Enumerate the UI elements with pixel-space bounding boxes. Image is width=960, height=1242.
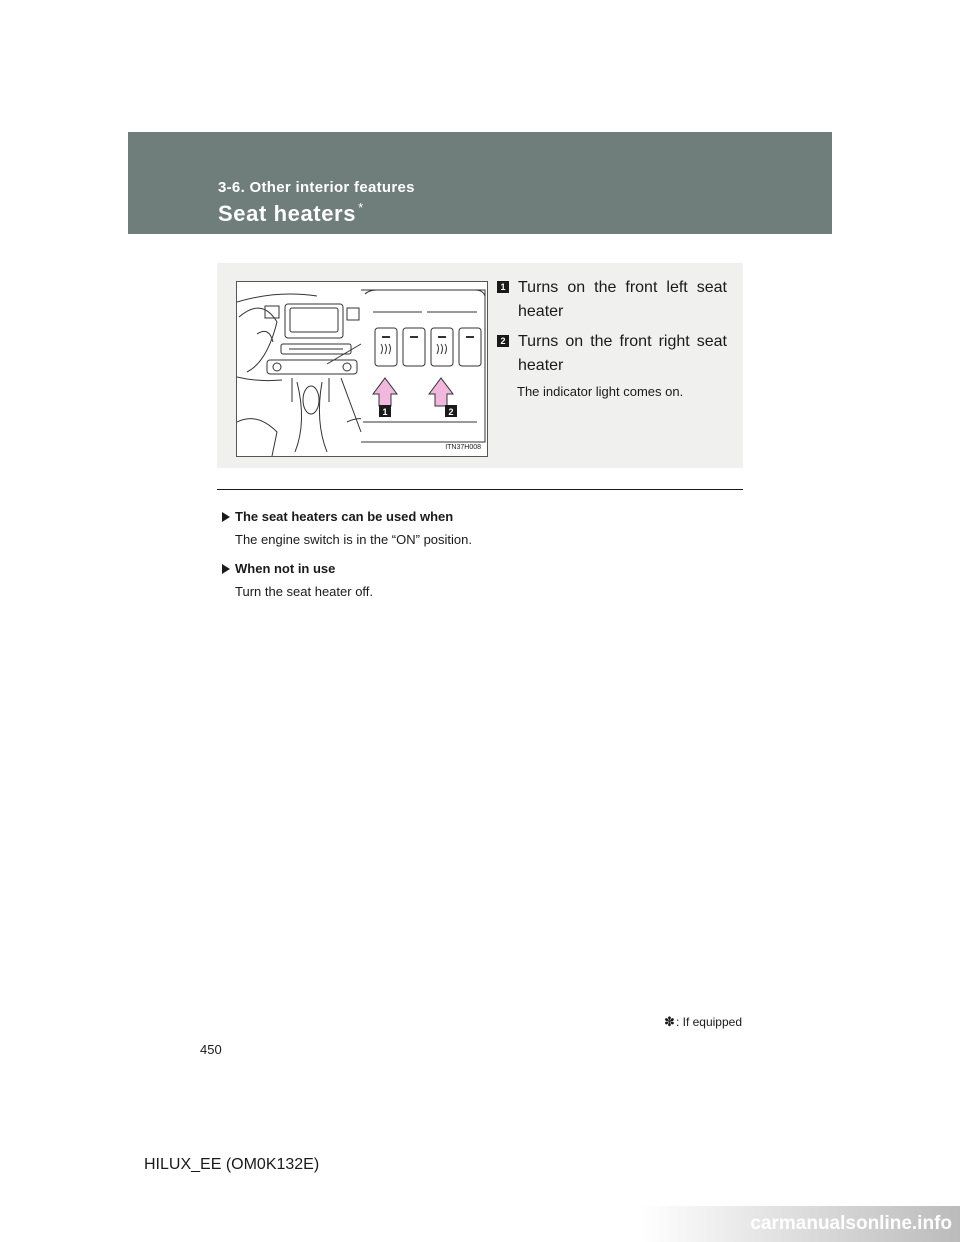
number-badge-2: 2	[497, 335, 509, 347]
document-code: HILUX_EE (OM0K132E)	[144, 1156, 320, 1173]
note-heading	[222, 561, 742, 577]
note-body: The engine switch is in the “ON” position.	[235, 532, 472, 547]
title-footnote-mark: *	[358, 200, 364, 215]
triangle-bullet-icon	[222, 512, 230, 522]
dashboard-illustration	[236, 281, 488, 457]
triangle-bullet-icon	[222, 564, 230, 574]
note-heading	[222, 509, 742, 525]
footnote-text: : If equipped	[675, 1015, 742, 1029]
page-number: 450	[200, 1042, 222, 1057]
callout-text-1: Turns on the front left seat heater	[518, 279, 727, 320]
asterisk-icon: ✽	[664, 1014, 675, 1029]
image-code: ITN37H008	[445, 444, 481, 451]
notes-section	[222, 509, 742, 613]
indicator-note: The indicator light comes on.	[517, 384, 684, 399]
note-body: Turn the seat heater off.	[235, 584, 374, 599]
callout-item	[497, 276, 727, 324]
callout-item	[497, 330, 727, 378]
callout-list	[497, 276, 727, 399]
footnote	[664, 1014, 742, 1030]
page-title	[218, 200, 364, 227]
section-label: 3-6. Other interior features	[218, 179, 415, 196]
callout-text-2: Turns on the front right seat heater	[518, 333, 727, 374]
note-heading-text: When not in use	[235, 561, 336, 576]
title-text: Seat heaters	[218, 201, 357, 226]
watermark[interactable]: carmanualsonline.info	[640, 1206, 960, 1242]
section-divider	[217, 489, 743, 490]
svg-text:1: 1	[382, 407, 388, 417]
svg-text:2: 2	[448, 407, 454, 417]
number-badge-1: 1	[497, 281, 509, 293]
seat-heater-switch-diagram	[237, 282, 487, 456]
note-heading-text: The seat heaters can be used when	[235, 509, 454, 524]
